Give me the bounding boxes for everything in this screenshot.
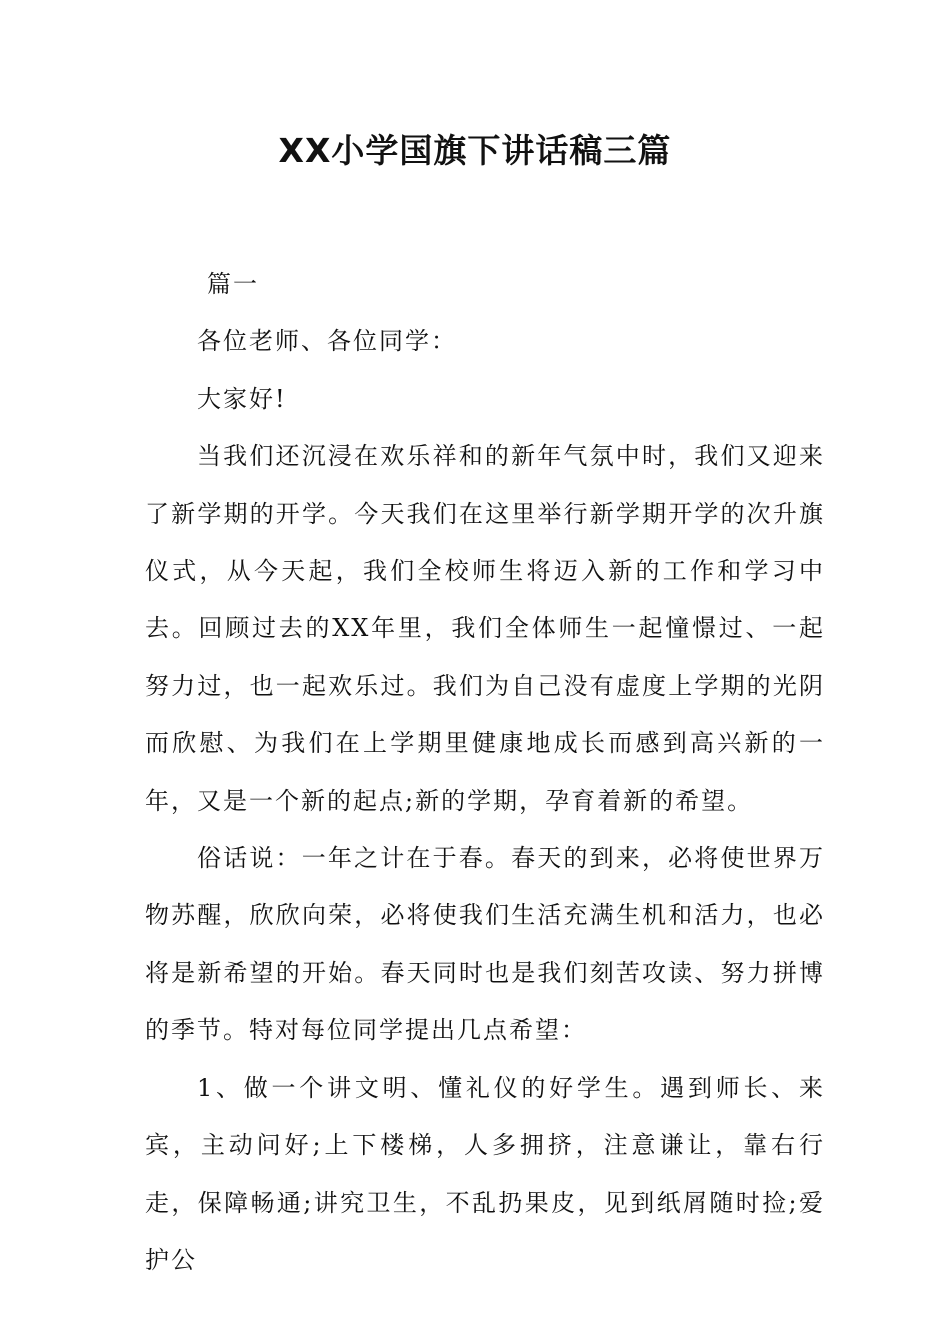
body-paragraph: 当我们还沉浸在欢乐祥和的新年气氛中时，我们又迎来了新学期的开学。今天我们在这里举行新学期开学的次升旗仪式，从今天起，我们全校师生将迈入新的工作和学习中去。回顾过去的XX年里，我们全体师生一起憧憬过、一起努力过，也一起欢乐过。我们为自己没有虚度上学期的光阴而欣慰、为我们在上学期里健康地成长而感到高兴新的一年，又是一个新的起点;新的学期，孕育着新的希望。 bbox=[145, 442, 825, 815]
document-body bbox=[145, 256, 825, 1289]
list-item-paragraph: 1、做一个讲文明、懂礼仪的好学生。遇到师长、来宾，主动问好;上下楼梯，人多拥挤，注意谦让，靠右行走，保障畅通;讲究卫生，不乱扔果皮，见到纸屑随时捡;爱护公 bbox=[145, 1073, 825, 1274]
body-paragraph: 俗话说：一年之计在于春。春天的到来，必将使世界万物苏醒，欣欣向荣，必将使我们生活充满生机和活力，也必将是新希望的开始。春天同时也是我们刻苦攻读、努力拼博的季节。特对每位同学提出几点希望： bbox=[145, 844, 825, 1045]
greeting-paragraph: 大家好! bbox=[197, 384, 287, 413]
section-label: 篇一 bbox=[207, 270, 259, 298]
salutation-paragraph: 各位老师、各位同学： bbox=[197, 327, 457, 356]
document-title: XX小学国旗下讲话稿三篇 bbox=[278, 131, 672, 170]
